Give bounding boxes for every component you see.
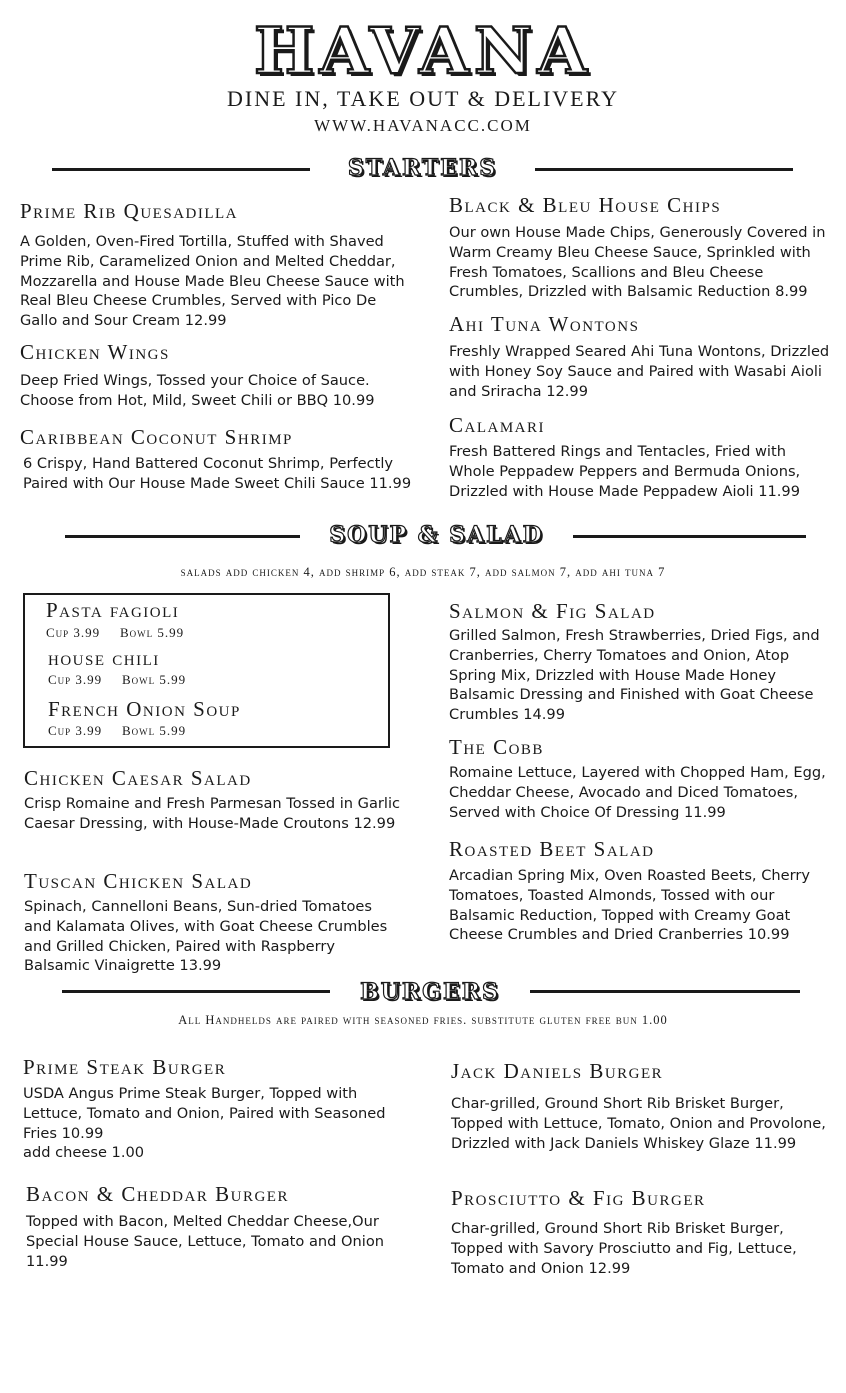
restaurant-logo: HAVANA bbox=[254, 14, 592, 89]
menu-item-name: Calamari bbox=[449, 413, 546, 437]
menu-item-description: Spinach, Cannelloni Beans, Sun-dried Tomatoes and Kalamata Olives, with Goat Cheese Crumbles and Grilled Chicken, Paired with Raspberry Balsamic Vinaigrette 13.99 bbox=[24, 898, 388, 975]
soup-name: house chili bbox=[48, 646, 160, 670]
section-divider-left bbox=[65, 535, 300, 538]
menu-item-extra: add cheese 1.00 bbox=[23, 1144, 145, 1161]
menu-item-name: Ahi Tuna Wontons bbox=[449, 312, 640, 336]
section-divider-left bbox=[52, 168, 310, 171]
section-divider-left bbox=[62, 990, 330, 993]
menu-item-description: Char-grilled, Ground Short Rib Brisket Burger, Topped with Lettuce, Tomato, Onion and Provolone, Drizzled with Jack Daniels Whiskey Glaze 11.99 bbox=[451, 1095, 826, 1152]
menu-item-name: Tuscan Chicken Salad bbox=[24, 869, 253, 893]
salad-addons-note: salads add chicken 4, add shrimp 6, add steak 7, add salmon 7, add ahi tuna 7 bbox=[180, 565, 666, 579]
menu-item-name: Prime Steak Burger bbox=[23, 1055, 227, 1079]
menu-item-description: Arcadian Spring Mix, Oven Roasted Beets, Cherry Tomatoes, Toasted Almonds, Tossed with our Balsamic Reduction, Topped with Creamy Goat Cheese Crumbles and Dried Cranberries 10.99 bbox=[449, 867, 810, 944]
soup-price bbox=[48, 723, 186, 739]
menu-item-description: A Golden, Oven-Fired Tortilla, Stuffed with Shaved Prime Rib, Caramelized Onion and Melted Cheddar, Mozzarella and House Made Bleu Cheese Sauce with Real Bleu Cheese Crumbles, Served with Pico De Gallo and Sour Cream 12.99 bbox=[20, 233, 405, 330]
soup-name: French Onion Soup bbox=[48, 697, 241, 721]
menu-item-name: Prosciutto & Fig Burger bbox=[451, 1186, 706, 1210]
menu-item-description: USDA Angus Prime Steak Burger, Topped with Lettuce, Tomato and Onion, Paired with Seasoned Fries 10.99 bbox=[23, 1085, 386, 1142]
menu-item-description: Topped with Bacon, Melted Cheddar Cheese,Our Special House Sauce, Lettuce, Tomato and Onion 11.99 bbox=[26, 1213, 385, 1270]
menu-item-name: Prime Rib Quesadilla bbox=[20, 199, 239, 223]
section-divider-right bbox=[573, 535, 806, 538]
website-link[interactable]: WWW.HAVANACC.COM bbox=[314, 116, 532, 135]
menu-item-name: Chicken Wings bbox=[20, 340, 170, 364]
section-title-soup-salad: SOUP & SALAD bbox=[329, 522, 544, 548]
section-divider-right bbox=[535, 168, 793, 171]
menu-item-name: Chicken Caesar Salad bbox=[24, 766, 252, 790]
menu-item-name: Jack Daniels Burger bbox=[451, 1059, 664, 1083]
bowl-price: Bowl 5.99 bbox=[122, 723, 187, 738]
menu-item-name: Black & Bleu House Chips bbox=[449, 193, 722, 217]
menu-item-description: Grilled Salmon, Fresh Strawberries, Dried Figs, and Cranberries, Cherry Tomatoes and Onion, Atop Spring Mix, Drizzled with House Made Honey Balsamic Dressing and Finished with Goat Cheese Crumbles 14.99 bbox=[449, 627, 820, 724]
menu-item-name: The Cobb bbox=[449, 735, 544, 759]
menu-item-description: Our own House Made Chips, Generously Covered in Warm Creamy Bleu Cheese Sauce, Sprinkled with Fresh Tomatoes, Scallions and Bleu Cheese Crumbles, Drizzled with Balsamic Reduction 8.99 bbox=[449, 224, 826, 301]
menu-item-name: Bacon & Cheddar Burger bbox=[26, 1182, 289, 1206]
menu-item-description: Freshly Wrapped Seared Ahi Tuna Wontons, Drizzled with Honey Soy Sauce and Paired with Wasabi Aioli and Sriracha 12.99 bbox=[449, 343, 830, 400]
menu-item-name: Roasted Beet Salad bbox=[449, 837, 655, 861]
tagline: DINE IN, TAKE OUT & DELIVERY bbox=[227, 86, 619, 111]
menu-item-description: 6 Crispy, Hand Battered Coconut Shrimp, Perfectly Paired with Our House Made Sweet Chili Sauce 11.99 bbox=[23, 455, 412, 492]
section-title-starters: STARTERS bbox=[347, 155, 498, 181]
soup-price bbox=[46, 625, 184, 641]
section-title-burgers: BURGERS bbox=[360, 979, 500, 1005]
cup-price: Cup 3.99 bbox=[48, 672, 103, 687]
bowl-price: Bowl 5.99 bbox=[120, 625, 185, 640]
bowl-price: Bowl 5.99 bbox=[122, 672, 187, 687]
cup-price: Cup 3.99 bbox=[46, 625, 101, 640]
menu-item-description: Char-grilled, Ground Short Rib Brisket Burger, Topped with Savory Prosciutto and Fig, Lettuce, Tomato and Onion 12.99 bbox=[451, 1220, 797, 1277]
soup-price bbox=[48, 672, 186, 688]
menu-item-description: Crisp Romaine and Fresh Parmesan Tossed in Garlic Caesar Dressing, with House-Made Croutons 12.99 bbox=[24, 795, 401, 832]
soup-name: Pasta fagioli bbox=[46, 598, 180, 622]
menu-item-description: Romaine Lettuce, Layered with Chopped Ham, Egg, Cheddar Cheese, Avocado and Diced Tomatoes, Served with Choice Of Dressing 11.99 bbox=[449, 764, 826, 821]
burger-note: All Handhelds are paired with seasoned fries. substitute gluten free bun 1.00 bbox=[178, 1013, 668, 1027]
menu-item-name: Caribbean Coconut Shrimp bbox=[20, 425, 293, 449]
menu-item-description: Fresh Battered Rings and Tentacles, Fried with Whole Peppadew Peppers and Bermuda Onions, Drizzled with House Made Peppadew Aioli 11.99 bbox=[449, 443, 801, 500]
menu-item-name: Salmon & Fig Salad bbox=[449, 599, 656, 623]
section-divider-right bbox=[530, 990, 800, 993]
cup-price: Cup 3.99 bbox=[48, 723, 103, 738]
menu-item-description: Deep Fried Wings, Tossed your Choice of Sauce. Choose from Hot, Mild, Sweet Chili or BBQ 10.99 bbox=[20, 372, 375, 409]
